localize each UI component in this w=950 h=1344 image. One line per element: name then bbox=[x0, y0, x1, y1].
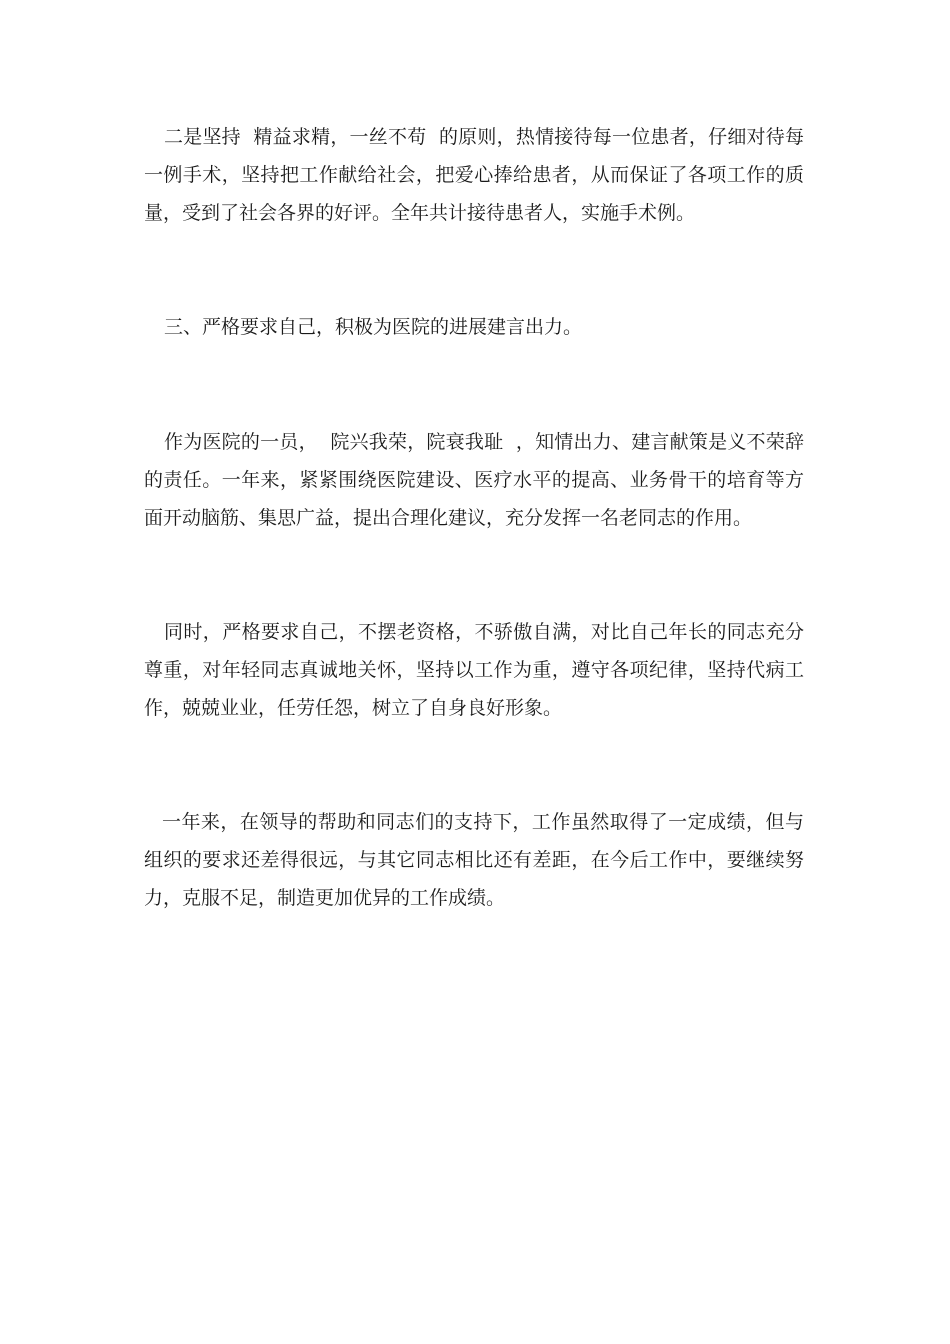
paragraph-principle: 二是坚持 精益求精，一丝不苟 的原则，热情接待每一位患者，仔细对待每一例手术，坚持把工作献给社会，把爱心捧给患者，从而保证了各项工作的质量，受到了社会各界的好评。全年共计接待患者人，实施手术例。 bbox=[144, 126, 804, 224]
section-heading-three: 三、严格要求自己，积极为医院的进展建言出力。 bbox=[164, 316, 583, 338]
paragraph-hospital-member: 作为医院的一员， 院兴我荣，院衰我耻 ，知情出力、建言献策是义不荣辞的责任。一年来，紧紧围绕医院建设、医疗水平的提高、业务骨干的培育等方面开动脑筋、集思广益，提出合理化建议，充分发挥一名老同志的作用。 bbox=[144, 431, 804, 529]
paragraph-conclusion: 一年来，在领导的帮助和同志们的支持下，工作虽然取得了一定成绩，但与组织的要求还差得很远，与其它同志相比还有差距，在今后工作中，要继续努力，克服不足，制造更加优异的工作成绩。 bbox=[144, 811, 804, 909]
document-body bbox=[144, 118, 804, 917]
paragraph-self-discipline: 同时，严格要求自己，不摆老资格，不骄傲自满，对比自己年长的同志充分尊重，对年轻同志真诚地关怀，坚持以工作为重，遵守各项纪律，坚持代病工作，兢兢业业，任劳任怨，树立了自身良好形象。 bbox=[144, 621, 804, 719]
